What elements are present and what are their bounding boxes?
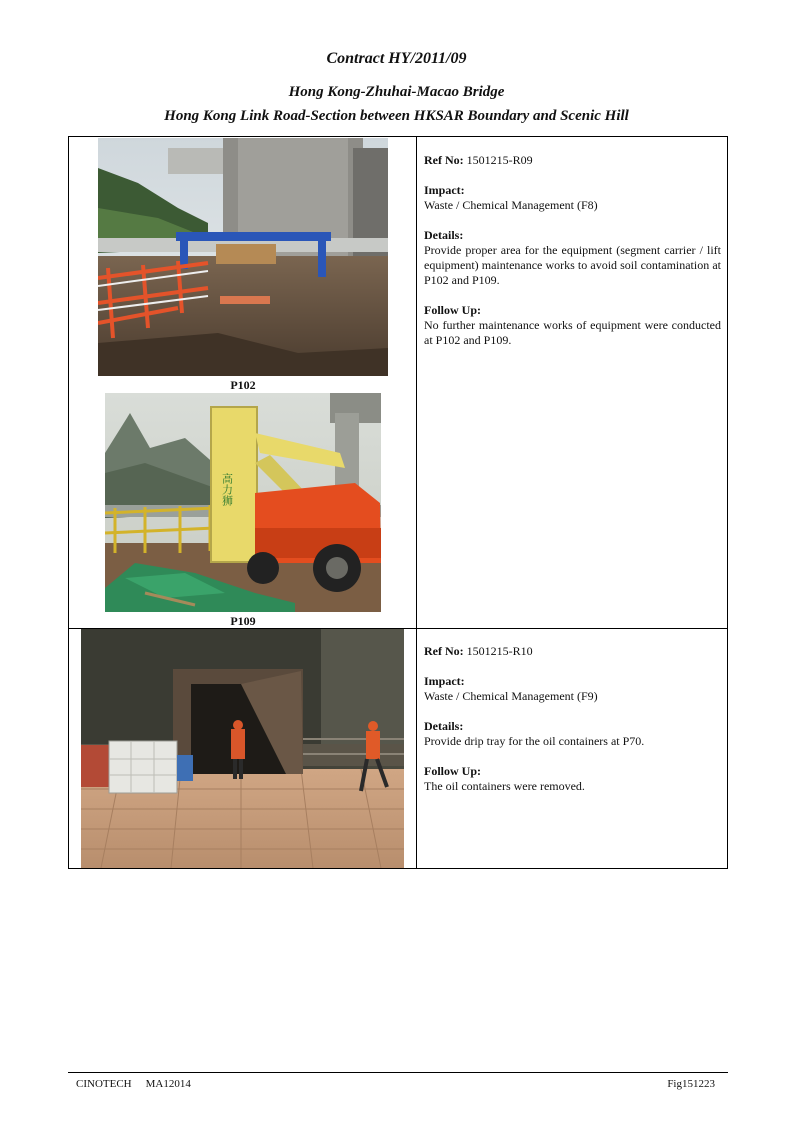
- photo-p109-image: [105, 393, 381, 612]
- footer-left: [76, 1078, 205, 1090]
- ref-label: Ref No:: [424, 153, 464, 167]
- details-text: Provide drip tray for the oil containers at P70.: [424, 734, 645, 748]
- impact-text: Waste / Chemical Management (F9): [424, 689, 598, 703]
- photo-p102-image: [98, 138, 388, 376]
- ref-number: 1501215-R09: [466, 153, 533, 167]
- section-title: Hong Kong Link Road-Section between HKSAR Boundary and Scenic Hill: [164, 108, 629, 124]
- project-title: Hong Kong-Zhuhai-Macao Bridge: [288, 84, 505, 100]
- details-text: Provide proper area for the equipment (segment carrier / lift equipment) maintenance works to avoid soil contamination at P102 and P109.: [424, 243, 721, 287]
- photo-p102: [98, 138, 388, 376]
- photo-caption: P109: [230, 614, 256, 628]
- followup-label: Follow Up:: [424, 303, 481, 317]
- followup-label: Follow Up:: [424, 764, 481, 778]
- svg-text:高力狮: 高力狮: [220, 473, 234, 506]
- photo-p70: [81, 629, 404, 868]
- details-label: Details:: [424, 228, 464, 242]
- impact-label: Impact:: [424, 674, 465, 688]
- record-info: [424, 153, 721, 363]
- footer-code: MA12014: [145, 1078, 191, 1090]
- followup-text: The oil containers were removed.: [424, 779, 585, 793]
- impact-label: Impact:: [424, 183, 465, 197]
- ref-number: 1501215-R10: [466, 644, 533, 658]
- footer-figure: Fig151223: [667, 1078, 715, 1090]
- record-info: [424, 644, 721, 809]
- impact-text: Waste / Chemical Management (F8): [424, 198, 598, 212]
- photo-caption: P102: [230, 378, 256, 392]
- contract-title: Contract HY/2011/09: [326, 50, 467, 67]
- details-label: Details:: [424, 719, 464, 733]
- observation-table: [68, 136, 728, 869]
- footer-rule: [68, 1072, 728, 1073]
- column-divider: [416, 137, 417, 868]
- footer-company: CINOTECH: [76, 1078, 132, 1090]
- photo-p70-image: [81, 629, 404, 868]
- ref-label: Ref No:: [424, 644, 464, 658]
- photo-p109: [105, 393, 381, 612]
- followup-text: No further maintenance works of equipment were conducted at P102 and P109.: [424, 318, 721, 347]
